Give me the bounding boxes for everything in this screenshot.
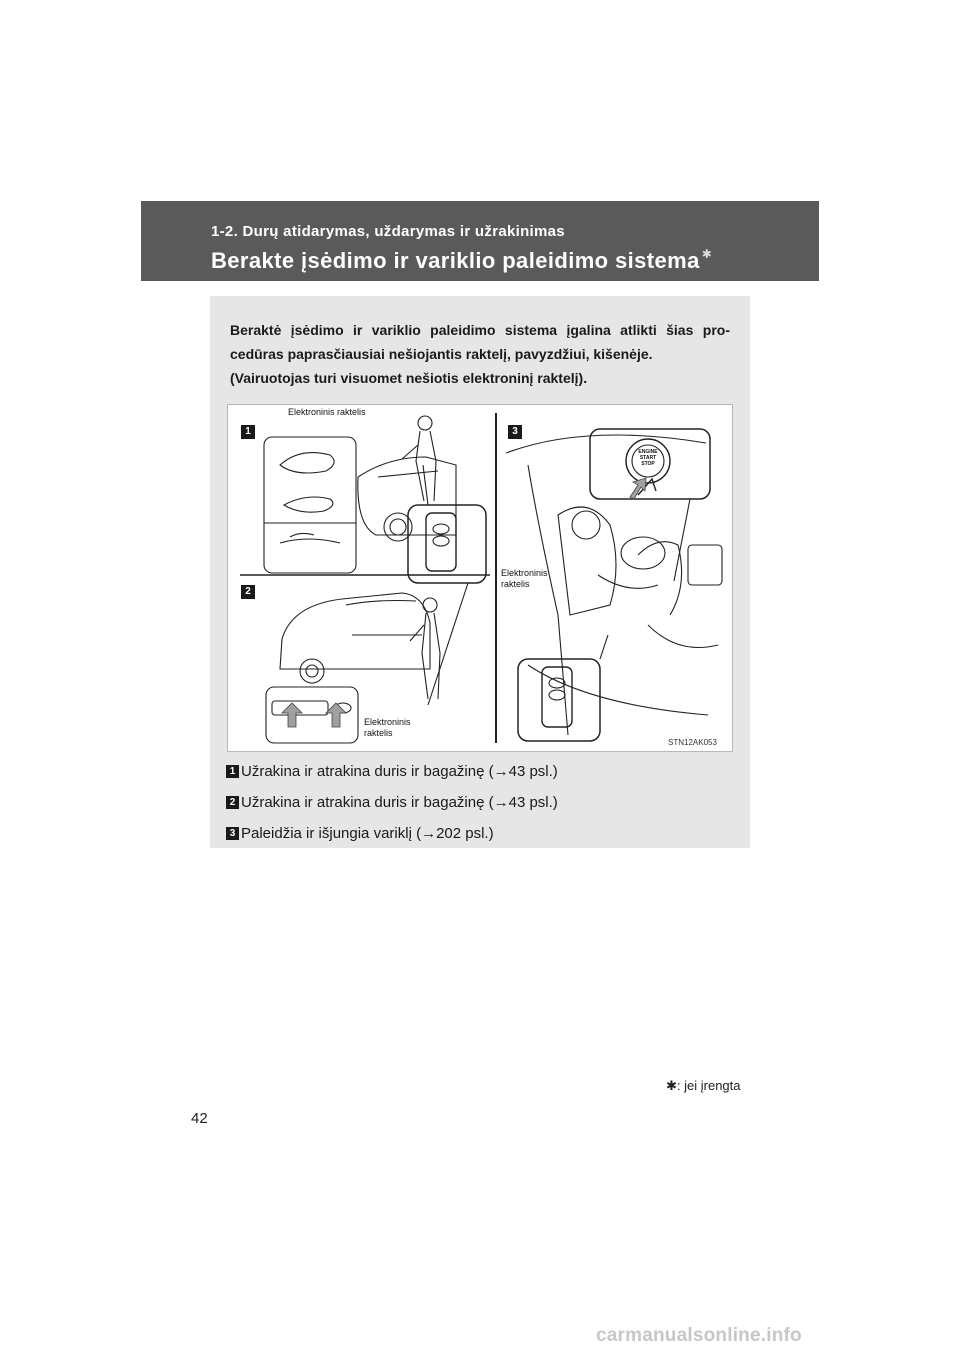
list-item — [226, 821, 736, 847]
label-middle-line-2: raktelis — [501, 579, 530, 589]
button-line-1: ENGINE — [638, 449, 658, 455]
intro-line-1: Beraktė įsėdimo ir variklio paleidimo sistema įgalina atlikti šias pro- — [230, 322, 730, 338]
item-text: Užrakina ir atrakina duris ir bagažinę (→43 psl.) — [241, 763, 558, 780]
label-electronic-key-middle — [501, 568, 548, 590]
label-electronic-key-bottom — [364, 717, 411, 739]
item-number: 2 — [226, 796, 239, 809]
asterisk-mark: ✱ — [701, 247, 713, 261]
feature-list — [226, 759, 736, 852]
footnote-text: : jei įrengta — [676, 1078, 741, 1093]
intro-line-2: cedūras paprasčiausiai nešiojantis raktelį, pavyzdžiui, kišenėje. — [230, 346, 653, 362]
label-electronic-key-top: Elektroninis raktelis — [288, 407, 366, 417]
button-line-3: STOP — [641, 461, 655, 467]
section-title: 1-2. Durų atidarymas, uždarymas ir užrakinimas — [211, 223, 565, 240]
figure-code: STN12AK053 — [668, 738, 717, 747]
chapter-header — [141, 201, 819, 281]
label-bottom-line-1: Elektroninis — [364, 717, 411, 727]
button-line-2: START — [639, 455, 657, 461]
label-bottom-line-2: raktelis — [364, 728, 393, 738]
figure-badge-1: 1 — [241, 425, 255, 439]
page-title — [211, 247, 712, 274]
page-title-text: Berakte įsėdimo ir variklio paleidimo sistema — [211, 248, 700, 273]
watermark: carmanualsonline.info — [596, 1325, 802, 1346]
intro-paragraph — [230, 318, 730, 390]
item-number: 1 — [226, 765, 239, 778]
label-middle-line-1: Elektroninis — [501, 568, 548, 578]
content-box — [210, 296, 750, 848]
illustration — [227, 404, 733, 752]
intro-line-3: (Vairuotojas turi visuomet nešiotis elektroninį raktelį). — [230, 370, 588, 386]
engine-start-stop-button-label — [633, 449, 663, 467]
item-text: Užrakina ir atrakina duris ir bagažinę (→43 psl.) — [241, 794, 558, 811]
list-item — [226, 759, 736, 785]
figure-badge-3: 3 — [508, 425, 522, 439]
item-number: 3 — [226, 827, 239, 840]
list-item — [226, 790, 736, 816]
item-text: Paleidžia ir išjungia variklį (→202 psl.) — [241, 825, 494, 842]
figure-badge-2: 2 — [241, 585, 255, 599]
page-number: 42 — [191, 1110, 208, 1127]
asterisk-icon: ✱ — [666, 1078, 677, 1093]
footnote — [666, 1078, 741, 1094]
